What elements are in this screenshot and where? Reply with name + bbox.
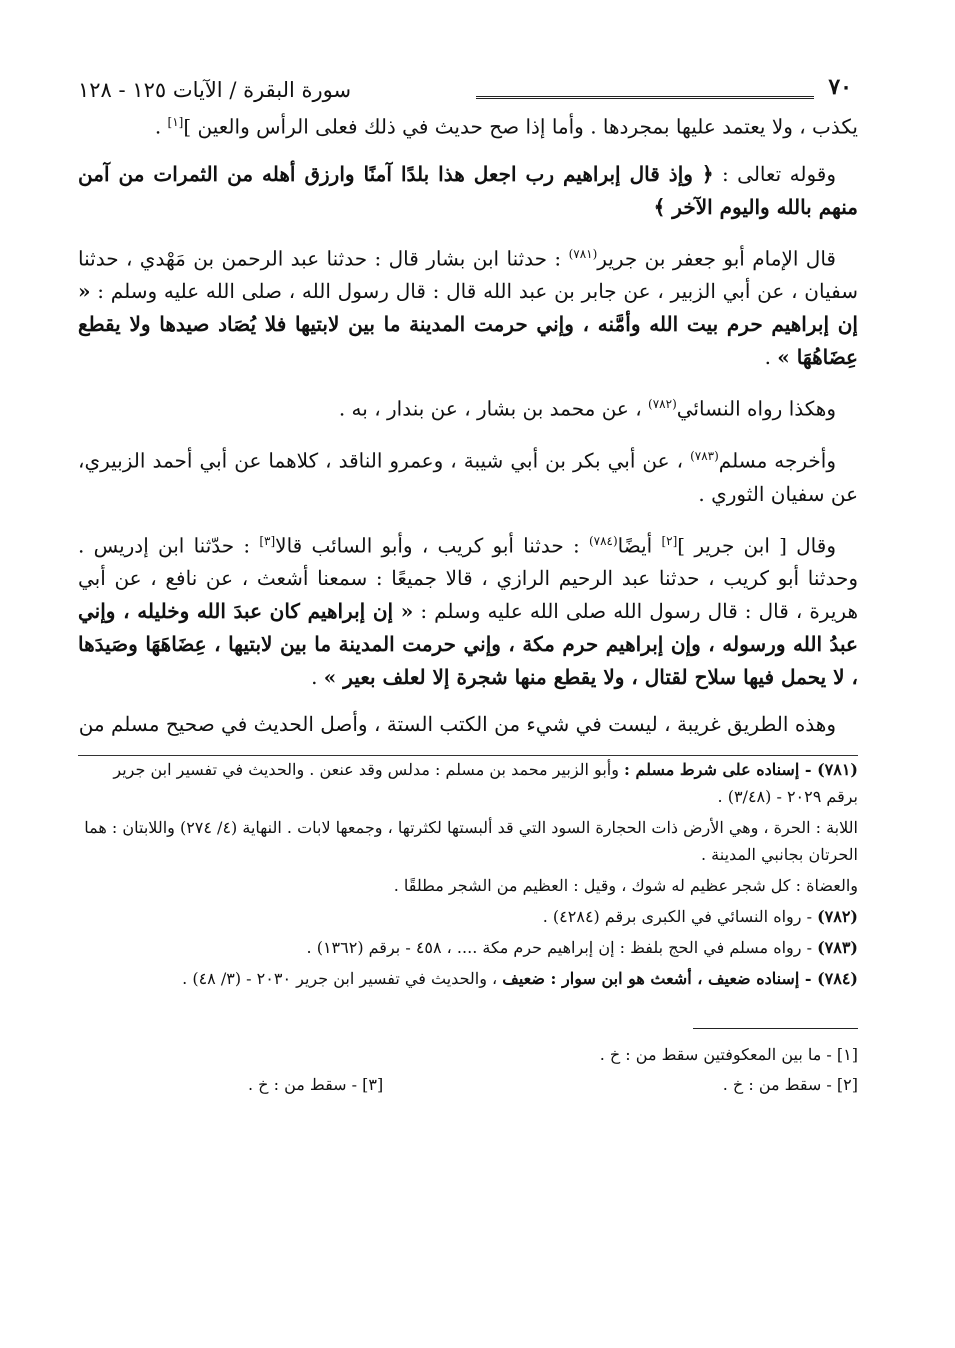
main-text [78,106,858,741]
page-number: ٧٠ [828,74,852,100]
running-title: سورة البقرة / الآيات ١٢٥ - ١٢٨ [78,78,352,102]
paragraph-1: يكذب ، ولا يعتمد عليها بمجردها . وأما إذا صح حديث في ذلك فعلى الرأس والعين ][١] . [154,114,858,139]
editorial-note-3: [٣] - سقط من : خ . [248,1075,384,1095]
paragraph-5: وأخرجه مسلم$^{(٧٨٣)}$ ، عن أبي بكر بن أبي شيبة ، وعمرو الناقد ، كلاهما عن أبي أحمد الزبيري، عن سفيان الثوري . [78,448,858,506]
footnote-783: (٧٨٣) - رواه مسلم في الحج بلفظ : إن إبراهيم حرم مكة .... ، ٤٥٨ - برقم (١٣٦٢) . [306,938,858,958]
footnote-ref: (٧٨٤) [588,533,618,548]
editorial-ref: [٣] [259,533,276,548]
footnote-781: (٧٨١) - إسناده على شرط مسلم : وأبو الزبير محمد بن مسلم : مدلس وقد عنعن . والحديث في تفسير ابن جرير برقم ٢٠٢٩ - (٣/٤٨) . [113,760,858,807]
footnote-ref: (٧٨٣) [690,448,719,463]
editorial-ref: [١] [167,115,184,129]
page-header [78,70,858,106]
paragraph-4: وهكذا رواه النسائي$^{(٧٨٢)}$ ، عن محمد بن بشار ، عن بندار ، به . [338,396,836,421]
editorial-notes [78,1041,858,1121]
hadith-text: « إن إبراهيم كان عبدَ الله وخليله ، وإني عبدُ الله ورسوله ، وإن إبراهيم حرم مكة ، وإني حرمت المدينة ما بين لابتيها ، عِضَاهَهَا وصَيدَها ، لا يحمل فيها سلاح لقتال ، ولا يقطع منها شجرة إلا لعلف بعير » [78,599,858,690]
paragraph-6: وقال [ ابن جرير ][٢] أيضًا$^{(٧٨٤)}$ : حدثنا أبو كريب ، وأبو السائب قالا[٣] : حدّثنا ابن إدريس . وحدثنا أبو كريب ، حدثنا عبد الرحيم الرازي ، قالا جميعًا : سمعنا أشعث ، عن نافع ، عن أبي هريرة ، قال : قال رسول الله صلى الله عليه وسلم : « إن إبراهيم كان عبدَ الله وخليله ، وإني عبدُ الله ورسوله ، وإن إبراهيم حرم مكة ، وإني حرمت المدينة ما بين لابتيها ، عِضَاهَهَا وصَيدَها ، لا يحمل فيها سلاح لقتال ، ولا يقطع منها شجرة إلا لعلف بعير » . [78,533,858,690]
footnote-ref: (٧٨١) [568,246,598,261]
editorial-note-1: [١] - ما بين المعكوفتين سقط من : خ . [599,1045,858,1065]
footnote-gloss-laba: اللابة : الحرة ، وهي الأرض ذات الحجارة السود التي قد ألبستها لكثرتها ، وجمعها لابات . النهاية (٤/ ٢٧٤) واللابتان : هما الحرتان بجانبي المدينة . [84,818,858,865]
hadith-text: « إن إبراهيم حرم بيت الله وأمَّنه ، وإني حرمت المدينة ما بين لابتيها فلا يُصَاد صيدها ولا يقطع عِضَاهُهَا » [78,279,858,370]
editorial-note-2: [٢] - سقط من : خ . [722,1075,858,1095]
editorial-ref: [٢] [661,533,678,548]
paragraph-2: وقوله تعالى : ﴿ وإذ قال إبراهيم رب اجعل هذا بلدًا آمنًا وارزق أهله من الثمرات من آمن منهم بالله واليوم الآخر ﴾ [78,161,858,219]
book-page [78,70,858,1121]
footnotes [78,756,858,992]
header-rule [476,96,814,103]
quran-verse: ﴿ وإذ قال إبراهيم رب اجعل هذا بلدًا آمنًا وارزق أهله من الثمرات من آمن منهم بالله واليوم الآخر ﴾ [78,161,858,219]
bottom-separator [693,1028,858,1029]
footnote-782: (٧٨٢) - رواه النسائي في الكبرى برقم (٤٢٨٤) . [542,907,858,927]
paragraph-3: قال الإمام أبو جعفر بن جرير$^{(٧٨١)}$ : حدثنا ابن بشار قال : حدثنا عبد الرحمن بن مَهْدي ، حدثنا سفيان ، عن أبي الزبير ، عن جابر بن عبد الله قال : قال رسول الله ، صلى الله عليه وسلم : « إن إبراهيم حرم بيت الله وأمَّنه ، وإني حرمت المدينة ما بين لابتيها فلا يُصَاد صيدها ولا يقطع عِضَاهُهَا » . [78,246,859,370]
footnote-ref: (٧٨٢) [648,397,677,412]
footnote-gloss-idah: والعضاة : كل شجر عظيم له شوك ، وقيل : العظيم من الشجر مطلقًا . [393,876,858,896]
paragraph-7: وهذه الطريق غريبة ، ليست في شيء من الكتب الستة ، وأصل الحديث في صحيح مسلم من [78,712,836,737]
footnote-784: (٧٨٤) - إسناده ضعيف ، أشعث هو ابن سوار : ضعيف ، والحديث في تفسير ابن جرير ٢٠٣٠ - (٣/ ٤٨) . [182,969,858,989]
